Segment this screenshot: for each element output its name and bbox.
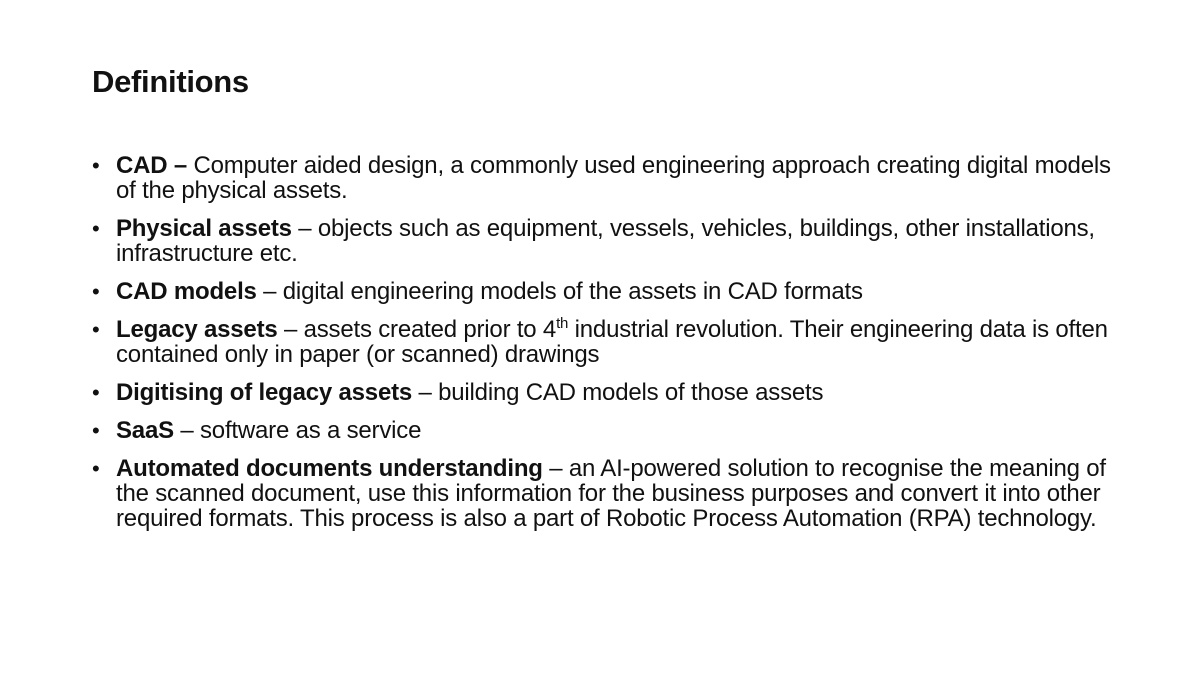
definition-text: Computer aided design, a commonly used engineering approach creating digital models of the physical assets. bbox=[116, 152, 1111, 204]
list-item-digitising bbox=[92, 380, 1132, 405]
bullet-icon: • bbox=[92, 279, 100, 304]
definition-term: Digitising of legacy assets bbox=[116, 379, 413, 406]
list-item-legacy-assets bbox=[92, 317, 1132, 367]
slide-title: Definitions bbox=[92, 64, 249, 99]
definition-text: – software as a service bbox=[173, 417, 422, 444]
definition-term: Automated documents understanding bbox=[116, 455, 543, 482]
list-item-saas bbox=[92, 418, 1132, 443]
bullet-icon: • bbox=[92, 216, 100, 241]
bullet-icon: • bbox=[92, 380, 100, 405]
bullet-icon: • bbox=[92, 456, 100, 481]
list-item-cad bbox=[92, 153, 1132, 203]
definition-text-after: industrial revolution. Their engineering data is often contained only in paper (or scanned) drawings bbox=[116, 316, 1108, 368]
bullet-icon: • bbox=[92, 153, 100, 178]
list-item-physical-assets bbox=[92, 216, 1132, 266]
definition-term: CAD – bbox=[116, 152, 188, 179]
definitions-list bbox=[92, 153, 1132, 544]
list-item-automated-documents bbox=[92, 456, 1132, 531]
definition-term: SaaS bbox=[116, 417, 174, 444]
definition-text: – an AI-powered solution to recognise the meaning of the scanned document, use this information for the business purposes and convert it into other required formats. This process is also a part of Robotic Process Automation (RPA) technology. bbox=[116, 455, 1106, 532]
definition-text: – objects such as equipment, vessels, vehicles, buildings, other installations, infrastructure etc. bbox=[116, 215, 1095, 267]
definition-term: Legacy assets bbox=[116, 316, 278, 343]
definition-term: Physical assets bbox=[116, 215, 292, 242]
definition-text: – building CAD models of those assets bbox=[412, 379, 824, 406]
definition-text: – digital engineering models of the assets in CAD formats bbox=[256, 278, 863, 305]
bullet-icon: • bbox=[92, 418, 100, 443]
definition-text-before: – assets created prior to 4 bbox=[277, 316, 557, 343]
bullet-icon: • bbox=[92, 317, 100, 342]
list-item-cad-models bbox=[92, 279, 1132, 304]
ordinal-superscript: th bbox=[556, 315, 569, 332]
definition-term: CAD models bbox=[116, 278, 257, 305]
